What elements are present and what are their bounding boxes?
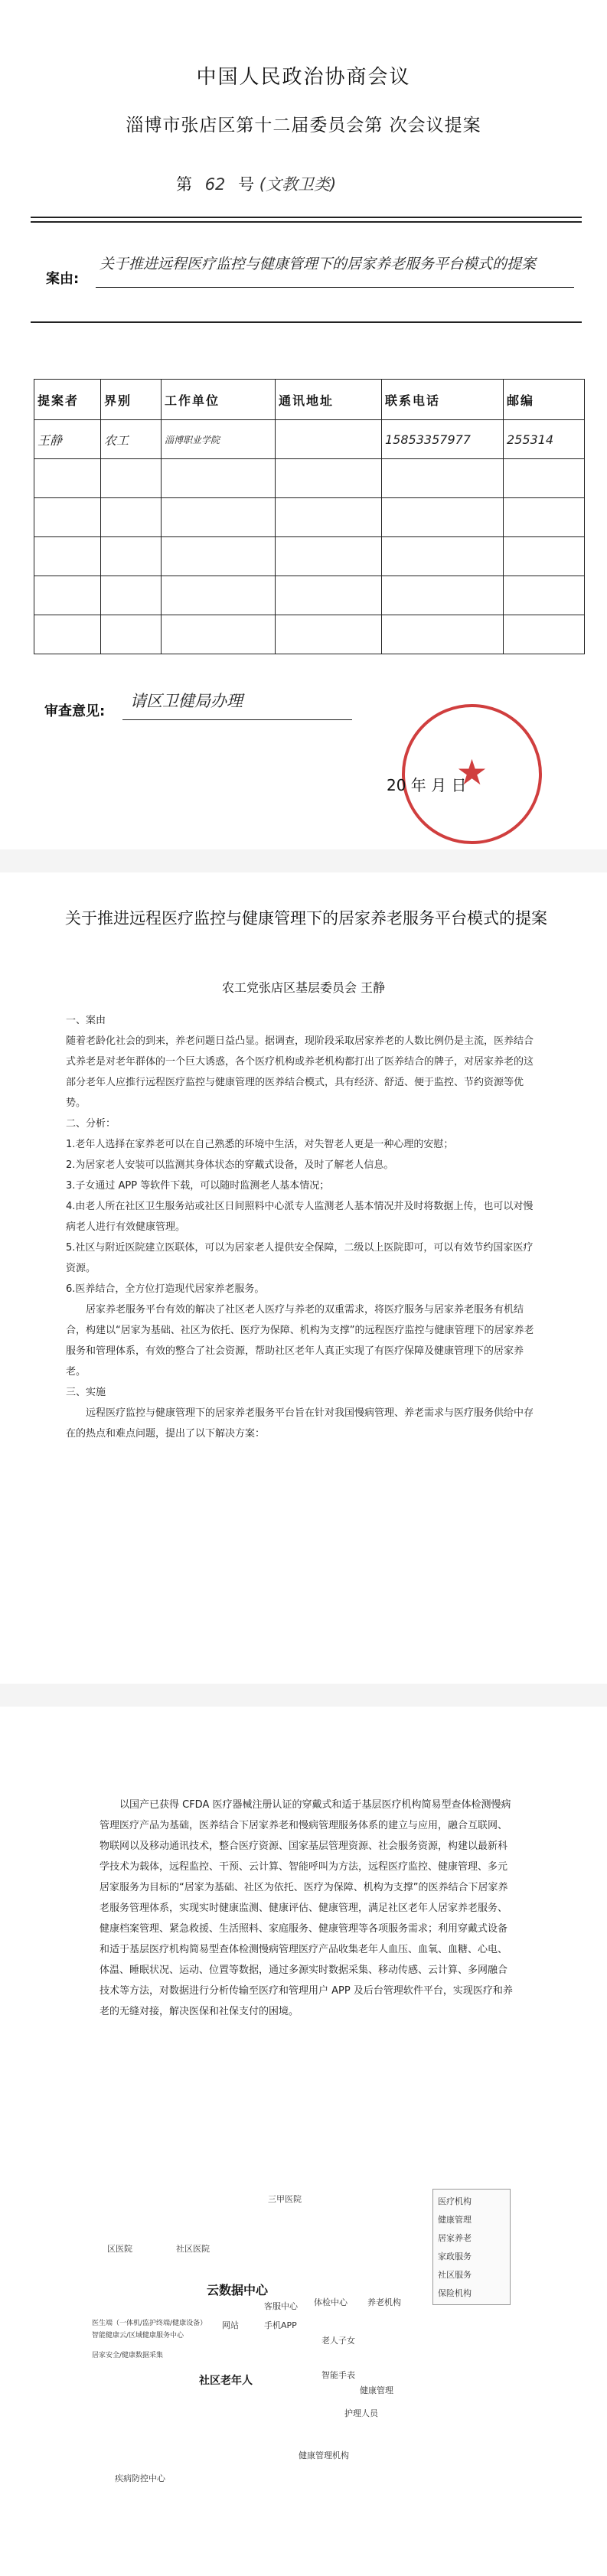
diagram-label: 手机APP: [264, 2320, 297, 2330]
cover-subtitle: 淄博市张店区第十二届委员会第 次会议提案: [126, 116, 481, 135]
diagram-label: 护理人员: [344, 2408, 378, 2418]
section-heading: 二、分析：: [66, 1118, 116, 1130]
diagram-label: 养老机构: [367, 2297, 401, 2307]
list-item: 2.为居家老人安装可以监测其身体状态的穿戴式设备，及时了解老人信息。: [66, 1159, 394, 1171]
diagram-label: 社区医院: [176, 2244, 210, 2254]
proposal-title: 关于推进远程医疗监控与健康管理下的居家养老服务平台模式的提案: [65, 909, 547, 928]
col-header: 邮编: [504, 380, 585, 420]
proposal-author: 农工党张店区基层委员会 王静: [221, 980, 386, 995]
case-text: 关于推进远程医疗监控与健康管理下的居家养老服务平台模式的提案: [100, 256, 537, 272]
cover-page: [0, 0, 607, 849]
section-heading: 三、实施: [66, 1387, 106, 1398]
list-item: 4.由老人所在社区卫生服务站或社区日间照料中心派专人监测老人基本情况并及时将数据上传，也可以对慢病老人进行有效健康管理。: [66, 1201, 534, 1233]
proposal-number: 62: [204, 175, 226, 194]
table-row: [34, 420, 585, 459]
proposal-page: [0, 872, 607, 1684]
diagram-label: 三甲医院: [268, 2194, 302, 2204]
table-row: [34, 537, 585, 576]
platform-diagram: [92, 2189, 521, 2518]
col-header: 工作单位: [162, 380, 276, 420]
list-item: 3.子女通过 APP 等软件下载，可以随时监测老人基本情况；: [66, 1180, 330, 1192]
diagram-label: 客服中心: [264, 2301, 298, 2311]
diagram-label: 疾病防控中心: [115, 2473, 165, 2483]
diagram-label: 智能手表: [321, 2370, 355, 2380]
diagram-label: 医生端（一体机/监护终端/健康设备）: [92, 2320, 207, 2327]
page-gap: [0, 849, 607, 872]
list-item: 5.社区与附近医院建立医联体，可以为居家老人提供安全保障，二级以上医院即可，可以有效节约国家医疗资源。: [66, 1242, 534, 1274]
case-underline: [96, 287, 574, 288]
legend-item: 保险机构: [438, 2288, 472, 2298]
diagram-label: 健康管理机构: [299, 2450, 349, 2460]
paragraph: 居家养老服务平台有效的解决了社区老人医疗与养老的双重需求，将医疗服务与居家养老服务有机结合，构建以“居家为基础、社区为依托、医疗为保障、机构为支撑”的远程医疗监控与健康管理下的居家养老服务和管理体系，有效的整合了社会资源，帮助社区老年人真正实现了有医疗保障及健康管理下的居家养老。: [66, 1304, 534, 1378]
table-cell: 王静: [34, 420, 101, 459]
table-header-row: [34, 380, 585, 420]
col-header: 联系电话: [382, 380, 504, 420]
diagram-label: 老人子女: [321, 2336, 355, 2346]
table-cell: [276, 420, 382, 459]
table-row: [34, 459, 585, 498]
seal-star-icon: ★: [455, 752, 488, 793]
col-header: 通讯地址: [276, 380, 382, 420]
table-row: [34, 498, 585, 537]
list-item: 6.医养结合，全方位打造现代居家养老服务。: [66, 1283, 265, 1295]
table-row: [34, 576, 585, 615]
continuation-page: [0, 1707, 607, 2576]
divider: [31, 321, 582, 323]
cover-title: 中国人民政治协商会议: [196, 66, 411, 89]
legend-item: 社区服务: [438, 2270, 472, 2280]
table-cell: 255314: [504, 420, 585, 459]
section-heading: 一、案由: [66, 1015, 106, 1026]
page-gap: [0, 1684, 607, 1707]
diagram-label: 居家安全/健康数据采集: [92, 2352, 164, 2359]
diagram-label: 区医院: [107, 2244, 132, 2254]
diagram-label: 社区老年人: [199, 2375, 253, 2387]
review-underline: [122, 719, 352, 720]
divider: [31, 221, 582, 223]
diagram-label: 智能健康云/区域健康服务中心: [92, 2332, 184, 2340]
paragraph: 远程医疗监控与健康管理下的居家养老服务平台旨在针对我国慢病管理、养老需求与医疗服务供给中存在的热点和难点问题，提出了以下解决方案：: [66, 1407, 534, 1440]
table-cell: 农工: [101, 420, 162, 459]
proposal-body: [66, 1010, 542, 1444]
number-suffix: 号: [238, 175, 255, 194]
col-header: 界别: [101, 380, 162, 420]
case-label: 案由:: [46, 271, 80, 287]
continuation-body: [100, 1795, 513, 2022]
legend-item: 医疗机构: [438, 2196, 472, 2206]
table-row: [34, 615, 585, 654]
legend-item: 家政服务: [438, 2252, 472, 2261]
diagram-label: 健康管理: [360, 2385, 393, 2395]
diagram-label: 体检中心: [314, 2297, 348, 2307]
table-cell: 淄博职业学院: [162, 420, 276, 459]
date-line: 20 年 月 日: [387, 776, 467, 794]
review-text: 请区卫健局办理: [130, 692, 243, 710]
diagram-label: 网站: [222, 2320, 239, 2330]
number-prefix: 第: [176, 175, 192, 194]
diagram-label: 云数据中心: [207, 2283, 269, 2297]
legend-item: 居家养老: [438, 2233, 472, 2243]
paragraph: 随着老龄化社会的到来，养老问题日益凸显。据调查，现阶段采取居家养老的人数比例仍是主流，医养结合式养老是对老年群体的一个巨大诱惑，各个医疗机构或养老机构都打出了医养结合的牌子，对居家养老的这部分老年人应推行远程医疗监控与健康管理的医养结合模式，具有经济、舒适、便于监控、节约资源等优势。: [66, 1035, 534, 1109]
divider: [31, 217, 582, 218]
legend-item: 健康管理: [438, 2215, 472, 2225]
proposer-table: [34, 379, 585, 654]
list-item: 1.老年人选择在家养老可以在自己熟悉的环境中生活，对失智老人更是一种心理的安慰；: [66, 1139, 454, 1150]
paragraph: 以国产已获得 CFDA 医疗器械注册认证的穿戴式和适于基层医疗机构简易型查体检测慢病管理医疗产品为基础，医养结合下居家养老和慢病管理服务体系的建立与应用，融合互联网、物联网以及移动通讯技术，整合医疗资源、国家基层管理资源、社会服务资源，构建以最新科学技术为载体，远程监控、干预、云计算、智能呼叫为方法，远程医疗监控、健康管理、多元居家服务为目标的“居家为基础、社区为依托、医疗为保障、机构为支撑”的医养结合下居家养老服务管理体系，实现实时健康监测、健康评估、健康管理，满足社区老年人居家养老服务、健康档案管理、紧急救援、生活照料、家庭服务、健康管理等各项服务需求；利用穿戴式设备和适于基层医疗机构简易型查体检测慢病管理医疗产品收集老年人血压、血氧、血糖、心电、体温、睡眠状况、运动、位置等数据，通过多源实时数据采集、移动传感、云计算、多网融合技术等方法，对数据进行分析传输至医疗和管理用户 APP 及后台管理软件平台，实现医疗和养老的无缝对接，解决医保和社保支付的困境。: [100, 1799, 513, 2017]
proposal-number-line: [176, 172, 336, 195]
review-label: 审查意见:: [44, 703, 106, 719]
col-header: 提案者: [34, 380, 101, 420]
table-cell: 15853357977: [382, 420, 504, 459]
proposal-category: (文教卫类): [259, 175, 337, 194]
